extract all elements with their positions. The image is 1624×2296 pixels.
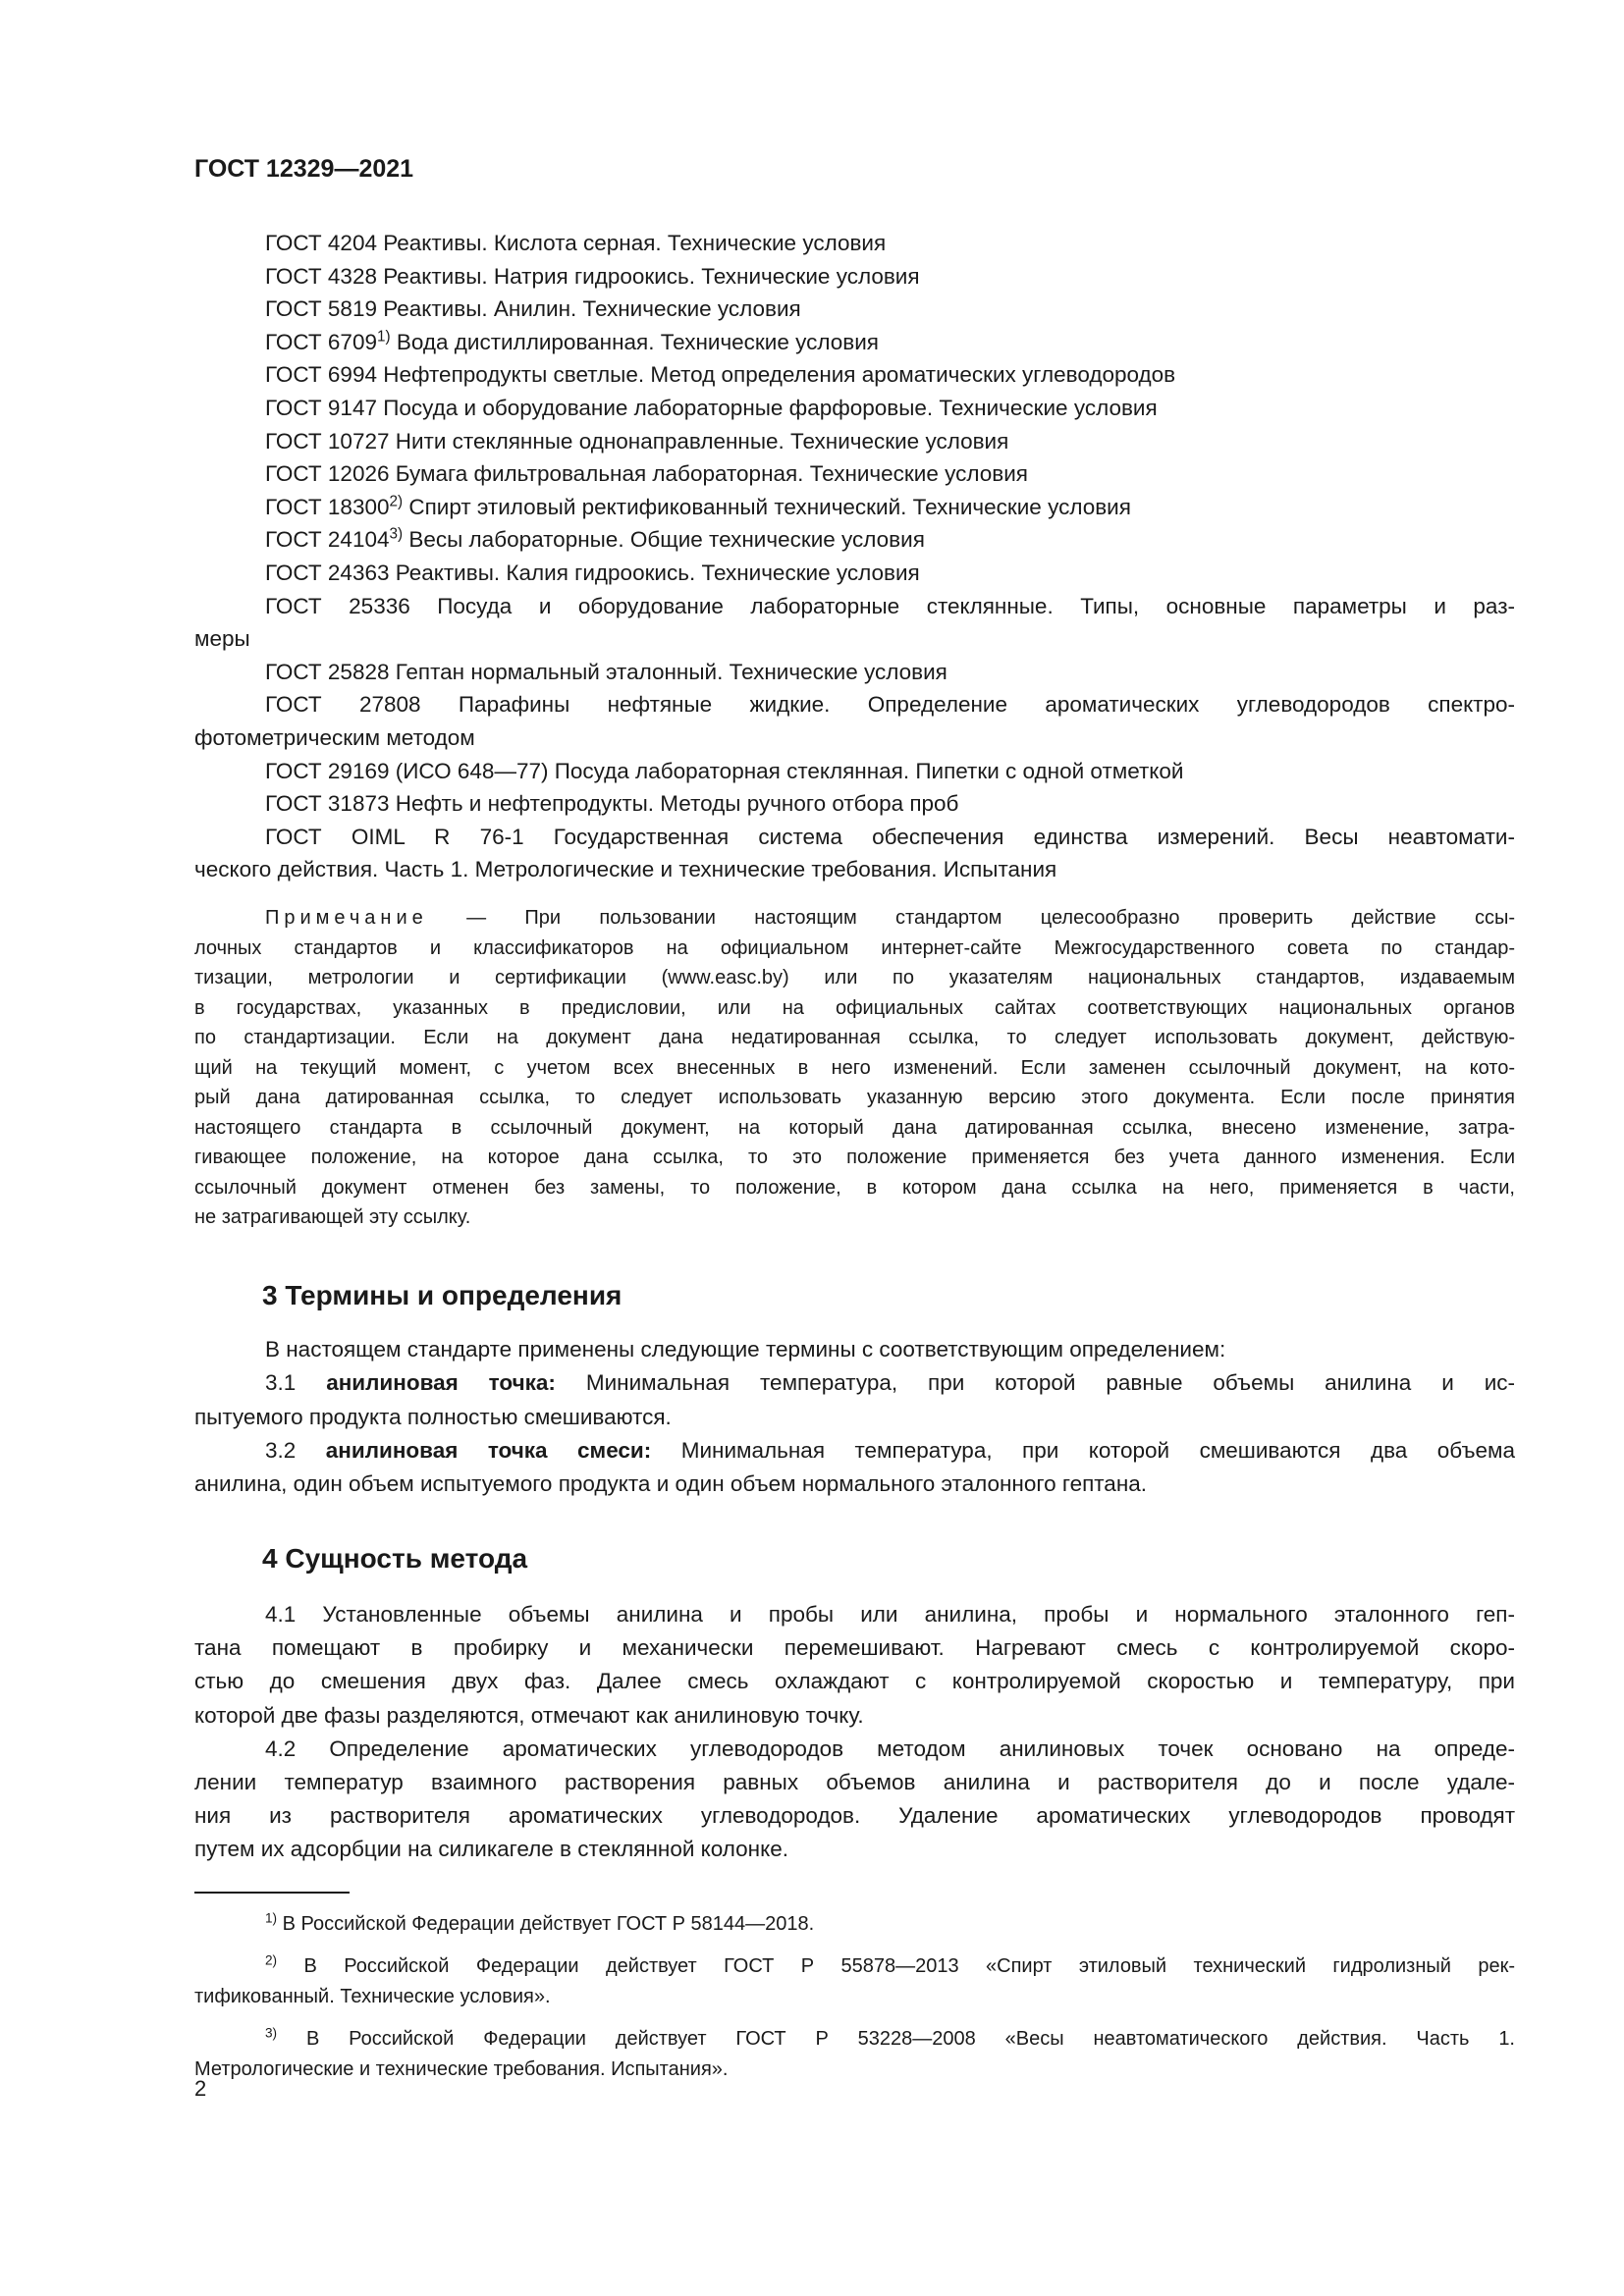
footnote-marker: 1) xyxy=(265,1910,278,1926)
paragraph xyxy=(194,755,1515,788)
paragraph xyxy=(194,1733,1515,1867)
paragraph xyxy=(194,227,1515,260)
text-segment: ГОСТ 24104 xyxy=(265,527,390,553)
text-line: рый дана датированная ссылка, то следует использовать указанную версию этого документа. Если после принятия xyxy=(194,1087,1515,1108)
text-line: лении температур взаимного растворения равных объемов анилина и растворителя до и после удале- xyxy=(194,1770,1515,1795)
text-line xyxy=(194,523,1515,557)
footnote-marker: 3) xyxy=(265,2025,278,2041)
footnote-marker: 1) xyxy=(376,328,391,346)
text-segment: Весы лабораторные. Общие технические условия xyxy=(403,527,925,553)
term: анилиновая точка: xyxy=(326,1370,556,1396)
paragraph xyxy=(194,491,1515,524)
footnote-separator xyxy=(194,1892,350,1894)
text-line: ГОСТ 25828 Гептан нормальный эталонный. Технические условия xyxy=(265,659,947,684)
section-3-heading: 3 Термины и определения xyxy=(262,1280,623,1310)
normative-references-list xyxy=(194,227,1515,886)
text-line: ссылочный документ отменен без замены, то положение, в котором дана ссылка на него, применяется в части, xyxy=(194,1176,1515,1199)
note-block xyxy=(194,903,1515,1233)
text-line: стью до смешения двух фаз. Далее смесь охлаждают с контролируемой скоростью и температуру, при xyxy=(194,1669,1515,1694)
note-label: Примечание xyxy=(265,907,428,929)
paragraph xyxy=(194,326,1515,359)
paragraph xyxy=(194,260,1515,294)
text-line: по стандартизации. Если на документ дана недатированная ссылка, то следует использовать документ, действую- xyxy=(194,1027,1515,1048)
text-segment: 3.1 xyxy=(265,1370,327,1396)
paragraph xyxy=(194,425,1515,458)
text-line: ния из растворителя ароматических углеводородов. Удаление ароматических углеводородов проводят xyxy=(194,1803,1515,1829)
paragraph xyxy=(194,656,1515,689)
text-line: щий на текущий момент, с учетом всех внесенных в него изменений. Если заменен ссылочный документ, на кото- xyxy=(194,1056,1515,1079)
document-header: ГОСТ 12329—2021 xyxy=(194,155,414,183)
paragraph xyxy=(194,557,1515,590)
text-segment: ГОСТ 18300 xyxy=(265,494,390,519)
section-3-body xyxy=(194,1333,1515,1501)
text-segment: Вода дистиллированная. Технические условия xyxy=(390,329,879,354)
text-line: лочных стандартов и классификаторов на официальном интернет-сайте Межгосударственного совета по стандар- xyxy=(194,936,1515,959)
paragraph xyxy=(194,688,1515,754)
page-number: 2 xyxy=(194,2076,207,2101)
paragraph xyxy=(194,1909,1515,1940)
paragraph xyxy=(194,1333,1515,1366)
footnote-marker: 2) xyxy=(389,493,404,510)
text-line xyxy=(194,1951,1515,1982)
footnote-marker: 2) xyxy=(265,1952,278,1968)
text-line xyxy=(194,2024,1515,2055)
text-segment: В Российской Федерации действует ГОСТ Р 55878—2013 «Спирт этиловый технический гидролизный рек- xyxy=(277,1955,1515,1977)
paragraph xyxy=(194,787,1515,821)
paragraph xyxy=(194,523,1515,557)
paragraph xyxy=(194,293,1515,326)
text-line: ГОСТ 4204 Реактивы. Кислота серная. Технические условия xyxy=(265,231,887,255)
text-segment: 3.2 xyxy=(265,1437,326,1463)
text-line xyxy=(194,491,1515,524)
text-line: фотометрическим методом xyxy=(194,724,475,750)
text-line xyxy=(194,903,1515,934)
text-line: ГОСТ 25336 Посуда и оборудование лабораторные стеклянные. Типы, основные параметры и раз- xyxy=(265,593,1515,618)
footnotes xyxy=(194,1909,1515,2097)
paragraph xyxy=(194,392,1515,425)
text-segment: В Российской Федерации действует ГОСТ Р 58144—2018. xyxy=(277,1913,815,1935)
text-line: тизации, метрологии и сертификации (www.easc.by) или по указателям национальных стандартов, издаваемым xyxy=(194,967,1515,988)
paragraph xyxy=(194,1951,1515,2012)
text-line xyxy=(194,1434,1515,1468)
paragraph xyxy=(194,358,1515,392)
text-line: тификованный. Технические условия». xyxy=(194,1986,551,2007)
text-segment: В Российской Федерации действует ГОСТ Р 53228—2008 «Весы неавтоматического действия. Часть 1. xyxy=(277,2028,1515,2050)
text-line: гивающее положение, на которое дана ссылка, то это положение применяется без учета данного изменения. Если xyxy=(194,1147,1515,1168)
text-line: меры xyxy=(194,626,250,652)
paragraph xyxy=(194,1366,1515,1434)
paragraph xyxy=(194,821,1515,886)
text-line: ГОСТ OIML R 76-1 Государственная система обеспечения единства измерений. Весы неавтомати- xyxy=(265,824,1515,849)
text-line: пытуемого продукта полностью смешиваются. xyxy=(194,1404,672,1429)
paragraph xyxy=(194,1598,1515,1733)
text-segment: Минимальная температура, при которой смешиваются два объема xyxy=(651,1437,1516,1463)
text-line: путем их адсорбции на силикагеле в стеклянной колонке. xyxy=(194,1837,788,1862)
text-line: В настоящем стандарте применены следующие термины с соответствующим определением: xyxy=(265,1337,1226,1362)
text-segment: Спирт этиловый ректификованный технический. Технические условия xyxy=(403,494,1131,519)
text-line: анилина, один объем испытуемого продукта и один объем нормального эталонного гептана. xyxy=(194,1471,1148,1497)
paragraph xyxy=(194,590,1515,656)
text-line: ГОСТ 9147 Посуда и оборудование лабораторные фарфоровые. Технические условия xyxy=(265,395,1158,420)
paragraph xyxy=(194,2024,1515,2085)
text-line: ГОСТ 5819 Реактивы. Анилин. Технические условия xyxy=(265,296,801,322)
footnote-marker: 3) xyxy=(389,525,404,543)
text-line: которой две фазы разделяются, отмечают как анилиновую точку. xyxy=(194,1702,864,1728)
text-line: тана помещают в пробирку и механически перемешивают. Нагревают смесь с контролируемой скоро- xyxy=(194,1635,1515,1661)
text-line: ГОСТ 31873 Нефть и нефтепродукты. Методы ручного отбора проб xyxy=(265,791,959,817)
text-segment: Минимальная температура, при которой равные объемы анилина и ис- xyxy=(555,1370,1515,1396)
text-line xyxy=(194,326,1515,359)
text-line: ГОСТ 24363 Реактивы. Калия гидроокись. Технические условия xyxy=(265,560,920,585)
text-line: ческого действия. Часть 1. Метрологические и технические требования. Испытания xyxy=(194,857,1057,882)
text-line: в государствах, указанных в предисловии, или на официальных сайтах соответствующих национальных органов xyxy=(194,996,1515,1019)
text-line: ГОСТ 6994 Нефтепродукты светлые. Метод определения ароматических углеводородов xyxy=(265,362,1176,388)
text-segment: — При пользовании настоящим стандартом целесообразно проверить действие ссы- xyxy=(427,907,1515,929)
text-line: 4.2 Определение ароматических углеводородов методом анилиновых точек основано на опреде- xyxy=(265,1735,1515,1761)
text-line: не затрагивающей эту ссылку. xyxy=(194,1206,471,1228)
text-line: ГОСТ 4328 Реактивы. Натрия гидроокись. Технические условия xyxy=(265,263,920,289)
section-4-body xyxy=(194,1598,1515,1867)
paragraph xyxy=(194,457,1515,491)
text-line: 4.1 Установленные объемы анилина и пробы или анилина, пробы и нормального эталонного геп- xyxy=(265,1602,1515,1627)
text-line xyxy=(194,1366,1515,1400)
text-line: ГОСТ 27808 Парафины нефтяные жидкие. Определение ароматических углеводородов спектро- xyxy=(265,692,1515,718)
text-line: ГОСТ 10727 Нити стеклянные однонаправленные. Технические условия xyxy=(265,428,1009,454)
text-line xyxy=(194,1909,1515,1940)
text-line: ГОСТ 29169 (ИСО 648—77) Посуда лабораторная стеклянная. Пипетки с одной отметкой xyxy=(265,758,1184,783)
text-line: ГОСТ 12026 Бумага фильтровальная лабораторная. Технические условия xyxy=(265,461,1028,487)
text-segment: ГОСТ 6709 xyxy=(265,329,377,354)
term: анилиновая точка смеси: xyxy=(325,1437,652,1463)
section-4-heading: 4 Сущность метода xyxy=(262,1543,528,1574)
text-line: настоящего стандарта в ссылочный документ, на который дана датированная ссылка, внесено изменение, затра- xyxy=(194,1116,1515,1139)
text-line: Метрологические и технические требования. Испытания». xyxy=(194,2058,729,2080)
paragraph xyxy=(194,1434,1515,1502)
